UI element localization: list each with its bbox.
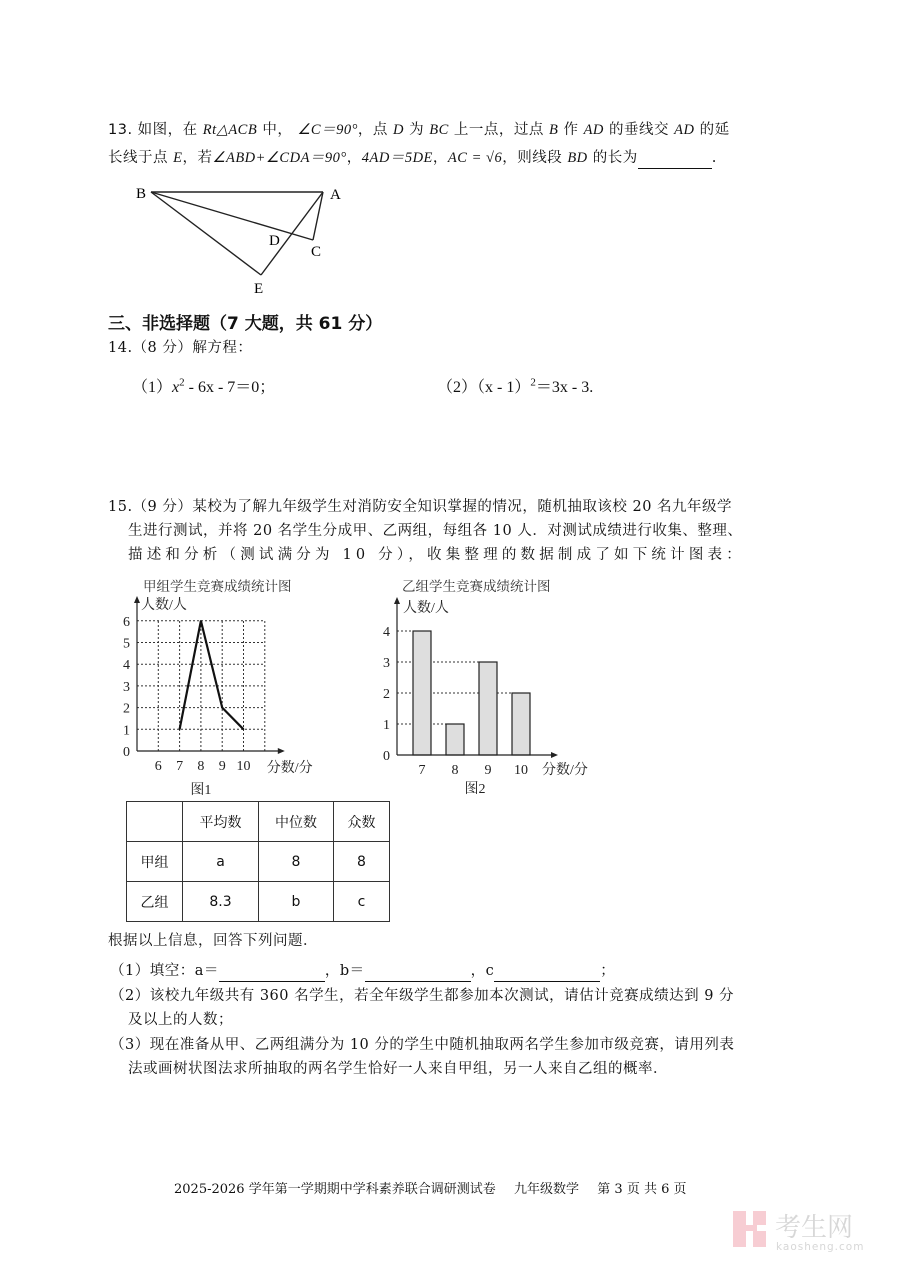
bar <box>413 631 431 755</box>
y-tick-label: 2 <box>123 701 130 717</box>
chart-caption: 图2 <box>464 782 486 797</box>
watermark-logo <box>733 1203 883 1253</box>
x-tick-label: 8 <box>451 763 459 778</box>
table-cell: c <box>334 882 390 922</box>
y-tick-label: 3 <box>383 656 390 671</box>
q13-segment-ad: AD <box>674 122 695 138</box>
q15-part3-line1: （3）现在准备从甲、乙两组满分为 10 分的学生中随机抽取两名学生参加市级竞赛，请用列表 <box>110 1037 735 1053</box>
y-axis-arrow <box>394 597 400 604</box>
table-header-cell: 中位数 <box>259 802 334 842</box>
label-c: C <box>311 244 322 260</box>
q13-text: 长线于点 <box>108 150 168 166</box>
q13-point-d: D <box>393 122 405 138</box>
x-tick-label: 7 <box>418 763 426 778</box>
label-d: D <box>269 233 280 249</box>
q14-part2-eq: （x - 1） <box>477 379 531 396</box>
label-a: A <box>330 187 341 203</box>
y-tick-label: 0 <box>123 745 130 760</box>
y-axis-label: 人数/人 <box>141 598 187 613</box>
q13-segment-bd: BD <box>567 150 588 166</box>
x-axis-label: 分数/分 <box>542 763 588 778</box>
y-tick-label: 2 <box>383 687 390 702</box>
q14-part2-exponent: 2 <box>530 376 536 389</box>
y-tick-label: 0 <box>383 749 390 764</box>
section-title: 三、非选择题（7 大题，共 61 分） <box>108 314 383 334</box>
q15-part2-line1: （2）该校九年级共有 360 名学生，若全年级学生都参加本次测试，请估计竞赛成绩达到 9 分 <box>110 988 735 1004</box>
q15-part1-label: （1）填空：a＝ <box>110 963 219 979</box>
answer-blank-c[interactable] <box>494 961 600 982</box>
q13-angle-sum: ∠ABD+∠CDA＝90° <box>212 150 347 166</box>
table-header-cell <box>127 802 183 842</box>
q15-part1 <box>110 961 615 982</box>
q13-number: 13. <box>108 122 133 138</box>
x-tick-label: 8 <box>197 759 205 774</box>
answer-blank-b[interactable] <box>365 961 471 982</box>
answer-blank-a[interactable] <box>219 961 325 982</box>
x-tick-label: 6 <box>154 759 162 774</box>
q15-part1-b-label: ，b＝ <box>324 963 365 979</box>
chart2 <box>370 590 610 800</box>
x-tick-label: 9 <box>484 763 492 778</box>
q15-prompt: 根据以上信息，回答下列问题． <box>108 933 318 949</box>
q15-part1-c-label: ，c <box>470 963 495 979</box>
footer-subject: 九年级数学 <box>513 1182 579 1197</box>
q13-segment-bc: BC <box>429 122 449 138</box>
y-tick-label: 3 <box>123 679 130 695</box>
table-header-row <box>127 802 390 842</box>
table-cell: b <box>259 882 334 922</box>
q13-segment-ad: AD <box>583 122 604 138</box>
label-b: B <box>136 186 147 202</box>
table-row <box>127 842 390 882</box>
q13-text: 的垂线交 <box>609 122 670 138</box>
label-e: E <box>254 281 264 297</box>
y-axis-arrow <box>134 596 140 603</box>
q13-point-b: B <box>548 122 559 138</box>
x-axis-arrow <box>278 748 285 754</box>
data-point <box>243 729 245 731</box>
y-tick-label: 5 <box>123 636 130 652</box>
x-tick-label: 9 <box>218 759 226 774</box>
q13-text: ， <box>432 150 448 166</box>
q15-line2: 生进行测试，并将 20 名学生分成甲、乙两组，每组各 10 人．对测试成绩进行收集、整理、 <box>128 523 743 539</box>
chart-caption: 图1 <box>190 783 212 798</box>
table-cell: a <box>183 842 259 882</box>
q13-triangle: Rt△ACB <box>202 122 258 138</box>
q14-header: 14.（8 分）解方程： <box>108 340 253 356</box>
q13-text: ， <box>346 150 362 166</box>
table-header-cell: 众数 <box>334 802 390 842</box>
y-tick-label: 1 <box>123 723 130 739</box>
chart1 <box>110 590 330 800</box>
x-tick-label: 10 <box>236 759 251 774</box>
watermark <box>733 1203 883 1257</box>
q13-text: . <box>711 150 717 166</box>
q15-part1-end: ； <box>600 963 616 979</box>
q13-text: ，若 <box>182 150 213 166</box>
x-tick-label: 10 <box>514 763 528 778</box>
y-tick-label: 6 <box>123 614 130 630</box>
q13-text: 的延 <box>699 122 730 138</box>
q14-part1-label: （1） <box>132 379 173 396</box>
q15-line3: 描述和分析（测试满分为 10 分），收集整理的数据制成了如下统计图表： <box>128 547 745 563</box>
chart1-title: 甲组学生竞赛成绩统计图 <box>143 579 292 595</box>
data-point <box>179 729 181 731</box>
segment-be <box>151 192 261 275</box>
q13-angle-c: ∠C＝90° <box>297 122 358 138</box>
q13-text: 的长为 <box>592 150 638 166</box>
y-tick-label: 4 <box>123 658 130 674</box>
q13-point-e: E <box>173 150 183 166</box>
q13-text: 中， <box>262 122 293 138</box>
q14-part2-eq: ＝3x - 3. <box>535 379 594 396</box>
q14-part1-eq: - 6x - 7＝0； <box>184 379 276 396</box>
table-cell-group: 乙组 <box>127 882 183 922</box>
x-axis-arrow <box>551 752 558 758</box>
x-axis-label: 分数/分 <box>266 761 313 776</box>
y-tick-label: 4 <box>383 625 390 640</box>
y-axis-label: 人数/人 <box>403 601 449 616</box>
footer-page-number: 第 3 页 共 6 页 <box>597 1182 687 1197</box>
data-point <box>200 620 202 622</box>
q15-part2-line2: 及以上的人数； <box>128 1012 233 1028</box>
table-header-cell: 平均数 <box>183 802 259 842</box>
q13-text: 如图，在 <box>137 122 198 138</box>
table-cell: 8.3 <box>183 882 259 922</box>
data-point <box>221 707 223 709</box>
q13-text: ，点 <box>357 122 388 138</box>
q15-part3-line2: 法或画树状图法求所抽取的两名学生恰好一人来自甲组，另一人来自乙组的概率． <box>128 1061 668 1077</box>
page-footer <box>174 1178 687 1197</box>
q13-ratio: 4AD＝5DE <box>361 150 433 166</box>
footer-exam-title: 2025-2026 学年第一学期期中学科素养联合调研测试卷 <box>174 1182 496 1197</box>
q13-text: ，则线段 <box>502 150 563 166</box>
q14-part2-label: （2） <box>437 379 478 396</box>
q13-ac-value: AC = √6 <box>447 150 503 166</box>
q13-text: 为 <box>409 122 425 138</box>
bar <box>512 693 530 755</box>
chart2-title: 乙组学生竞赛成绩统计图 <box>402 579 551 595</box>
table-cell: 8 <box>334 842 390 882</box>
table-row <box>127 882 390 922</box>
table-cell-group: 甲组 <box>127 842 183 882</box>
bar <box>479 662 497 755</box>
y-tick-label: 1 <box>383 718 390 733</box>
x-tick-label: 7 <box>176 759 184 774</box>
watermark-en: kaosheng.com <box>776 1241 865 1253</box>
watermark-cn: 考生网 <box>775 1213 854 1243</box>
q15-line1: 15.（9 分）某校为了解九年级学生对消防安全知识掌握的情况，随机抽取该校 20 名九年级学 <box>108 499 733 515</box>
stats-table <box>126 801 390 922</box>
q13-text: 上一点，过点 <box>453 122 544 138</box>
q13-text: 作 <box>563 122 579 138</box>
data-line <box>180 621 244 730</box>
segment-bc <box>151 192 313 240</box>
q14-part1-exponent: 2 <box>179 376 185 389</box>
q14-part2 <box>437 374 593 397</box>
q14-part1-eq: x <box>172 379 180 396</box>
q13-figure <box>0 0 900 320</box>
bar <box>446 724 464 755</box>
q14-part1 <box>132 374 275 397</box>
table-cell: 8 <box>259 842 334 882</box>
